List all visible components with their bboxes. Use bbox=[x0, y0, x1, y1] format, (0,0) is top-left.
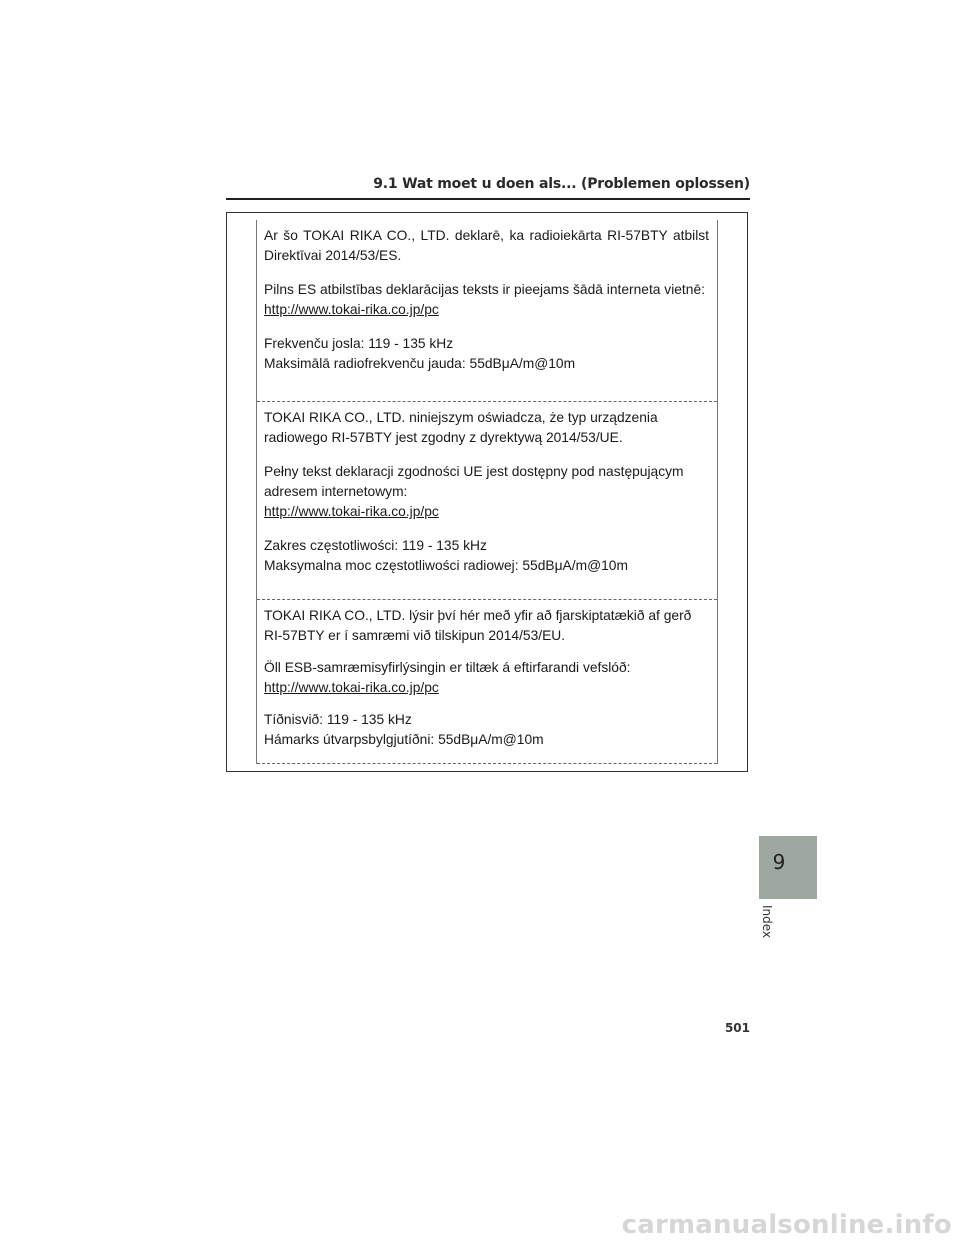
declaration-text: Ar šo TOKAI RIKA CO., LTD. deklarē, ka radioiekārta RI-57BTY atbilst Direktīvai 2014/53/ES. bbox=[264, 228, 709, 263]
full-text-notice: Pilns ES atbilstības deklarācijas teksts ir pieejams šādā interneta vietnē: bbox=[264, 282, 705, 297]
chapter-tab-number: 9 bbox=[772, 850, 786, 874]
declaration-table bbox=[256, 220, 718, 764]
section-icelandic bbox=[257, 600, 717, 764]
frequency-band: Tíðnisvið: 119 - 135 kHz bbox=[264, 712, 412, 727]
full-text-notice: Pełny tekst deklaracji zgodności UE jest dostępny pod następującym adresem internetowym: bbox=[264, 464, 684, 499]
declaration-link[interactable]: http://www.tokai-rika.co.jp/pc bbox=[264, 504, 439, 519]
header-rule bbox=[226, 198, 750, 200]
max-power: Hámarks útvarpsbylgjutíðni: 55dBμA/m@10m bbox=[264, 732, 544, 747]
frequency-band: Zakres częstotliwości: 119 - 135 kHz bbox=[264, 538, 487, 553]
max-power: Maksimālā radiofrekvenču jauda: 55dBμA/m@10m bbox=[264, 356, 576, 371]
watermark: carmanualsonline.info bbox=[621, 1210, 952, 1240]
section-polish bbox=[257, 402, 717, 600]
full-text-notice: Öll ESB-samræmisyfirlýsingin er tiltæk á eftirfarandi vefslóð: bbox=[264, 660, 631, 675]
declaration-text: TOKAI RIKA CO., LTD. niniejszym oświadcza, że typ urządzenia radiowego RI-57BTY jest zgodny z dyrektywą 2014/53/UE. bbox=[264, 410, 658, 445]
chapter-tab-label: Index bbox=[760, 905, 774, 939]
declaration-link[interactable]: http://www.tokai-rika.co.jp/pc bbox=[264, 680, 439, 695]
frequency-band: Frekvenču josla: 119 - 135 kHz bbox=[264, 336, 454, 351]
section-latvian bbox=[257, 220, 717, 402]
page-header-title: 9.1 Wat moet u doen als... (Problemen oplossen) bbox=[373, 176, 750, 192]
page-number: 501 bbox=[724, 1021, 750, 1035]
declaration-link[interactable]: http://www.tokai-rika.co.jp/pc bbox=[264, 302, 439, 317]
max-power: Maksymalna moc częstotliwości radiowej: 55dBμA/m@10m bbox=[264, 558, 628, 573]
declaration-text: TOKAI RIKA CO., LTD. lýsir því hér með yfir að fjarskiptatækið af gerð RI-57BTY er í samræmi við tilskipun 2014/53/EU. bbox=[264, 608, 692, 643]
